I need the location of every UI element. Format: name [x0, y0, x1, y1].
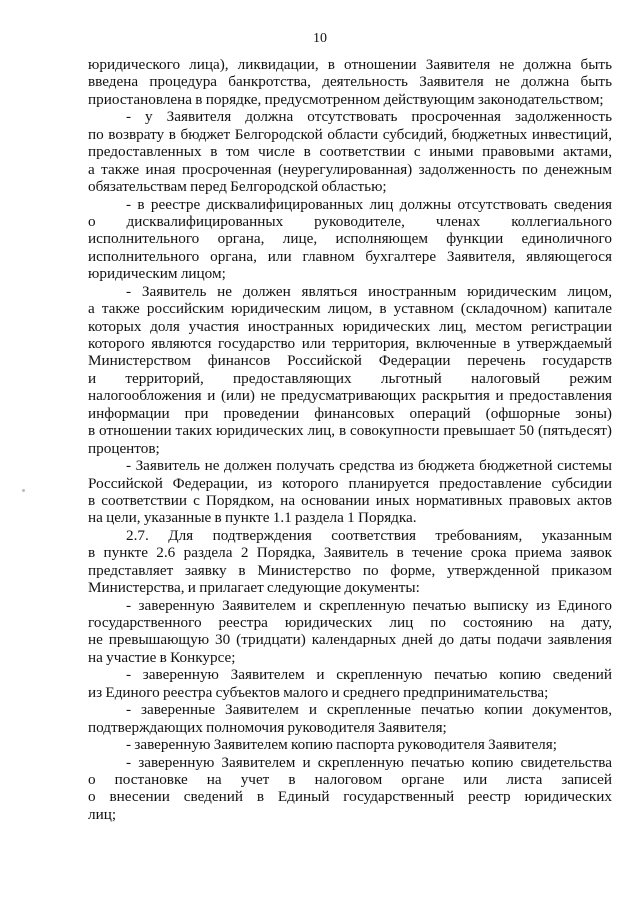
text-line: исполнительного органа, или главном бухгалтере Заявителя, являющегося	[88, 247, 612, 265]
text-line: - у Заявителя должна отсутствовать просроченная задолженность	[126, 108, 612, 126]
text-line: введена процедура банкротства, деятельность Заявителя не должна быть	[88, 73, 612, 91]
text-line: на цели, указанные в пункте 1.1 раздела 1 Порядка.	[88, 509, 417, 527]
text-line: 2.7. Для подтверждения соответствия требованиям, указанным	[126, 526, 612, 544]
text-line: юридического лица), ликвидации, в отношении Заявителя не должна быть	[88, 56, 612, 73]
text-line: о постановке на учет в налоговом органе или листа записей	[88, 770, 612, 788]
text-line: - заверенную Заявителем и скрепленную печатью копию свидетельства	[126, 753, 612, 771]
text-line: - заверенную Заявителем копию паспорта руководителя Заявителя;	[126, 736, 557, 754]
text-line: - Заявитель не должен получать средства из бюджета бюджетной системы	[126, 457, 612, 475]
text-line: - заверенную Заявителем и скрепленную печатью выписку из Единого	[126, 596, 612, 614]
text-line: представляет заявку в Министерство по форме, утвержденной приказом	[88, 561, 612, 579]
text-line: процентов;	[88, 439, 160, 457]
text-line: приостановлена в порядке, предусмотренном действующим законодательством;	[88, 90, 604, 108]
text-line: а также иная просроченная (неурегулированная) задолженность по денежным	[88, 160, 612, 178]
document-body	[88, 56, 612, 823]
text-line: Министерства, и прилагает следующие документы:	[88, 579, 420, 597]
text-line: - заверенную Заявителем и скрепленную печатью копию сведений	[126, 666, 612, 684]
text-line: подтверждающих полномочия руководителя Заявителя;	[88, 718, 447, 736]
page-number: 10	[313, 31, 327, 46]
text-line: которых доля участия иностранных юридических лиц, местом регистрации	[88, 317, 612, 335]
text-line: не превышающую 30 (тридцати) календарных дней до даты подачи заявления	[88, 631, 612, 649]
text-line: из Единого реестра субъектов малого и среднего предпринимательства;	[88, 683, 549, 701]
text-line: и территорий, предоставляющих льготный налоговый режим	[88, 369, 612, 387]
text-line: - Заявитель не должен являться иностранным юридическим лицом,	[126, 282, 612, 300]
text-line: Министерством финансов Российской Федерации перечень государств	[88, 352, 612, 370]
text-line: о дисквалифицированных руководителе, членах коллегиального	[88, 212, 612, 230]
text-line: юридическим лицом;	[88, 265, 226, 283]
text-line: информации при проведении финансовых операций (офшорные зоны)	[88, 404, 612, 422]
text-line: которого являются государство или территория, включенные в утверждаемый	[88, 335, 612, 352]
text-line: обязательствам перед Белгородской областью;	[88, 178, 387, 196]
text-line: предоставленных в том числе в соответствии с иными правовыми актами,	[88, 143, 612, 161]
text-line: Российской Федерации, из которого планируется предоставление субсидии	[88, 474, 612, 492]
text-line: в соответствии с Порядком, на основании иных нормативных правовых актов	[88, 491, 612, 509]
scan-speck	[22, 489, 25, 492]
text-line: - в реестре дисквалифицированных лиц должны отсутствовать сведения	[126, 195, 612, 213]
text-line: налогообложения и (или) не предусматривающих раскрытия и предоставления	[88, 387, 612, 405]
text-line: на участие в Конкурсе;	[88, 648, 236, 666]
text-line: государственного реестра юридических лиц по состоянию на дату,	[88, 614, 612, 631]
text-line: исполнительного органа, лице, исполняющем функции единоличного	[88, 230, 612, 248]
text-line: по возврату в бюджет Белгородской области субсидий, бюджетных инвестиций,	[88, 125, 612, 143]
text-line: в пункте 2.6 раздела 2 Порядка, Заявитель в течение срока приема заявок	[88, 544, 612, 562]
text-line: в отношении таких юридических лиц, в совокупности превышает 50 (пятьдесят)	[88, 422, 612, 440]
text-line: а также российским юридическим лицом, в уставном (складочном) капитале	[88, 300, 612, 318]
text-line: лиц;	[88, 805, 117, 823]
text-line: о внесении сведений в Единый государственный реестр юридических	[88, 788, 612, 806]
text-line: - заверенные Заявителем и скрепленные печатью копии документов,	[126, 701, 612, 719]
